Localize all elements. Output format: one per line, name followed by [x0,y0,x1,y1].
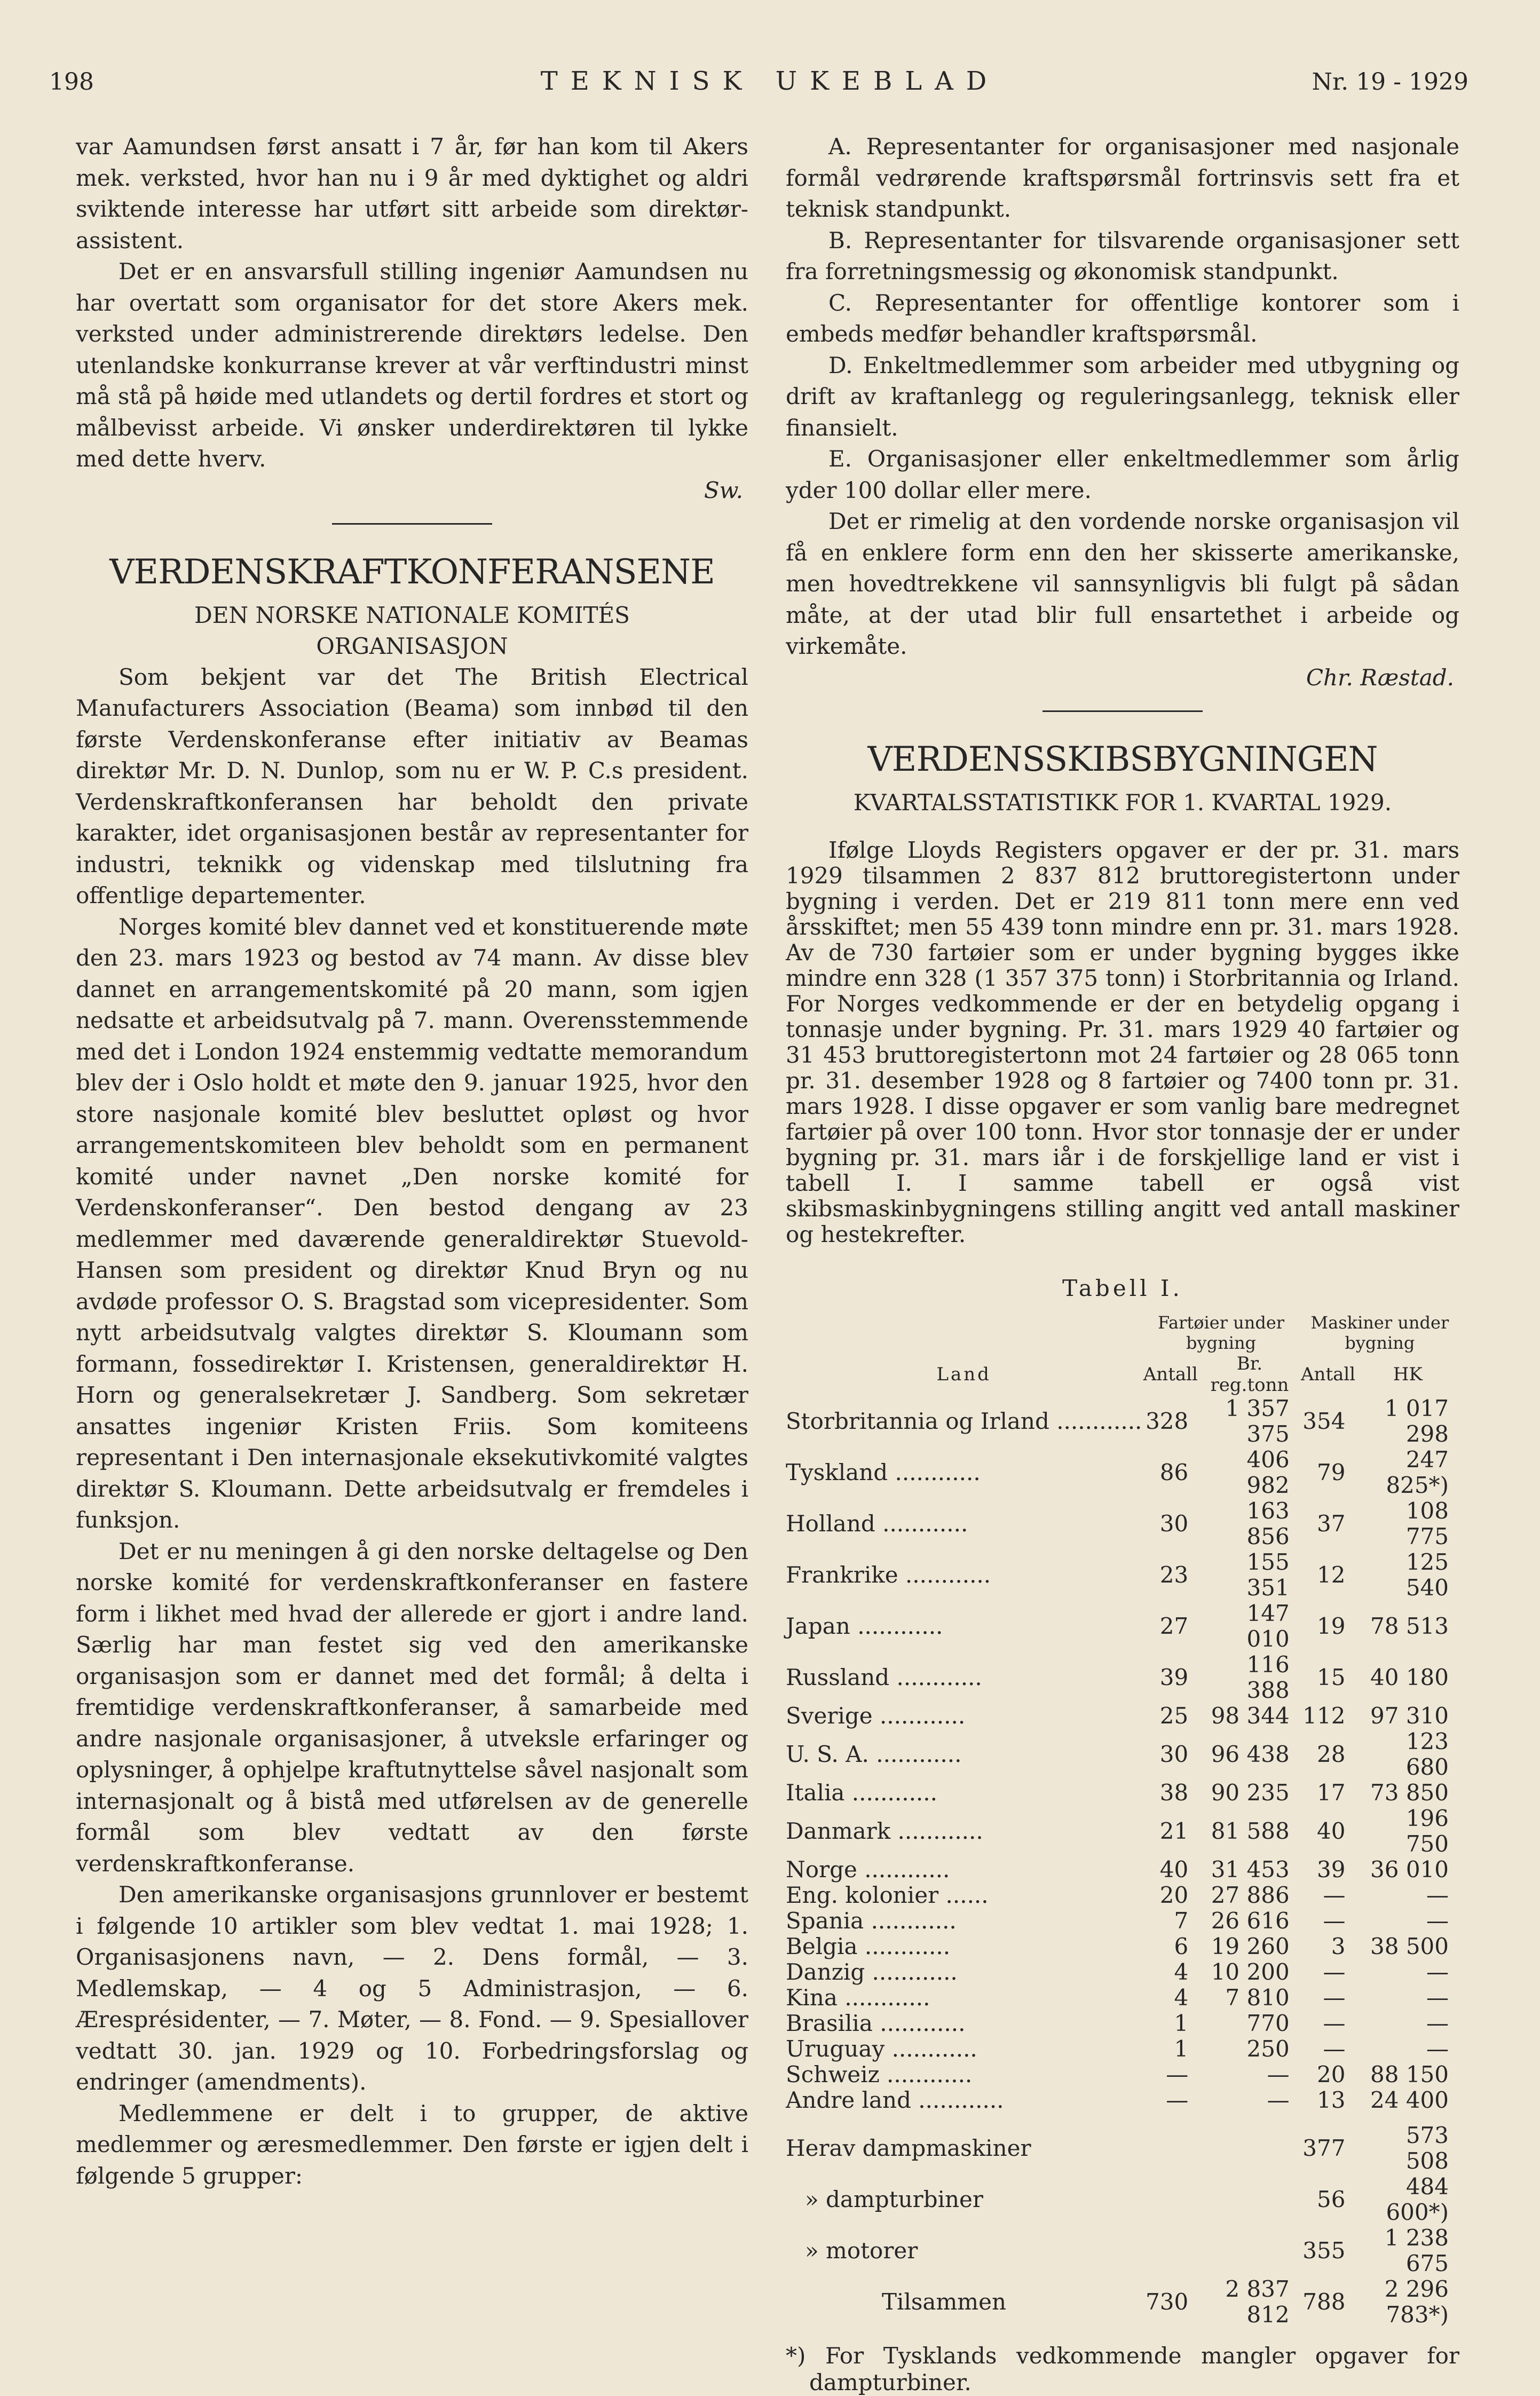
country-cell: Frankrike ............ [786,1562,991,1588]
table-row [786,1601,1459,1652]
group-d: D. Enkeltmedlemmer som arbeider med utbygning og drift av kraftanlegg og reguleringsanlegg, teknisk eller finansielt. [786,352,1459,441]
group-b: B. Representanter for tilsvarende organisasjoner sett fra forretningsmessig og økonomisk standpunkt. [786,227,1459,284]
article-title: VERDENSSKIBSBYGNINGEN [867,740,1378,779]
tonnage-cell: — [1267,2061,1290,2087]
vessel-count-cell: 23 [1159,1562,1189,1588]
page-number: 198 [49,68,94,96]
engine-count-cell: 39 [1317,1856,1346,1883]
table-row [786,1498,1459,1549]
divider [332,523,492,525]
header-antall: Antall [1301,1364,1356,1385]
footnote: *) For Tysklands vedkommende mangler opgaver for dampturbiner. [786,2343,1459,2395]
country-cell: Kina ............ [786,1984,930,2011]
engine-count-cell: 28 [1317,1741,1346,1767]
country-cell: Japan ............ [786,1613,943,1639]
table-row [786,1959,1459,1985]
country-cell: Holland ............ [786,1511,968,1537]
table-row [786,1447,1459,1498]
horsepower-cell: 24 400 [1370,2087,1449,2113]
paragraph: Som bekjent var det The British Electrical Manufacturers Association (Beama) som innbød til den første Verdenskonferanse efter initiativ av Beamas direktør Mr. D. N. Dunlop, som nu er W. P. C.s president. Verdenskraftkonferansen har beholdt den private karakter, idet organisasjonen består av representanter for industri, teknikk og videnskap med tilslutning fra offentlige departementer. [76,663,748,908]
horsepower-cell: 38 500 [1370,1933,1449,1959]
total-engines: 788 [1302,2289,1346,2315]
subtitle-line: ORGANISASJON [316,632,508,659]
table-row [786,2011,1459,2036]
header-vessels: Fartøier under bygning [1157,1312,1285,1353]
article-subtitle: KVARTALSSTATISTIKK FOR 1. KVARTAL 1929. [853,789,1392,816]
country-cell: Spania ............ [786,1908,957,1934]
engine-count-cell: 12 [1317,1562,1346,1588]
engine-count-cell: 19 [1317,1613,1346,1639]
engine-count-cell: — [1323,2010,1346,2036]
table-row [786,1729,1459,1780]
table-row [786,1549,1459,1601]
tonnage-cell: 7 810 [1225,1984,1290,2011]
table-row [786,2062,1459,2087]
table-row [786,1396,1459,1447]
horsepower-cell: 78 513 [1370,1613,1449,1639]
engine-count-cell: 355 [1302,2237,1346,2264]
header-engines: Maskiner under bygning [1310,1312,1449,1353]
table-row [786,1857,1459,1883]
vessel-count-cell: 21 [1159,1818,1189,1844]
vessel-count-cell: 4 [1174,1984,1189,2011]
vessel-count-cell: 30 [1159,1741,1189,1767]
tonnage-cell: 81 588 [1211,1818,1290,1844]
divider [1043,710,1203,712]
country-cell: Eng. kolonier ...... [786,1882,989,1908]
horsepower-cell: 40 180 [1370,1664,1449,1690]
horsepower-cell: 73 850 [1370,1780,1449,1806]
vessel-count-cell: — [1166,2061,1189,2087]
tonnage-cell: 163 856 [1246,1498,1290,1549]
vessel-count-cell: 20 [1159,1882,1189,1908]
group-e: E. Organisasjoner eller enkeltmedlemmer som årlig yder 100 dollar eller mere. [786,446,1459,503]
country-cell: Storbritannia og Irland ............ [786,1408,1142,1434]
vessel-count-cell: 25 [1159,1703,1189,1729]
paragraph: Den amerikanske organisasjons grunnlover er bestemt i følgende 10 artikler som blev vedtat 1. mai 1928; 1. Organisasjonens navn, — 2. Dens formål, — 3. Medlemskap, — 4 og 5 Administrasjon, — 6. Æresprésidenter, — 7. Møter, — 8. Fond. — 9. Spesiallover vedtatt 30. jan. 1929 og 10. Forbedringsforslag og endringer (amendments). [76,1881,748,2095]
tonnage-cell: 26 616 [1211,1908,1290,1934]
country-cell: Brasilia ............ [786,2010,966,2036]
empty-cell [1199,2113,1300,2174]
engine-count-cell: — [1323,2036,1346,2062]
empty-cell [1199,2225,1300,2276]
horsepower-cell: 97 310 [1370,1703,1449,1729]
table-caption: Tabell I. [1062,1275,1183,1301]
engine-count-cell: — [1323,1984,1346,2011]
vessel-count-cell: 328 [1146,1408,1189,1434]
horsepower-cell: 573 508 [1405,2122,1449,2174]
vessel-count-cell: 27 [1159,1613,1189,1639]
header-hk: HK [1393,1364,1423,1385]
table-row [786,2036,1459,2062]
total-antall: 730 [1146,2289,1189,2315]
article-title: VERDENSKRAFTKONFERANSENE [109,552,715,592]
left-column [76,131,748,2192]
subtitle-line: DEN NORSKE NATIONALE KOMITÉS [194,602,630,628]
header-spacer [786,1312,1142,1353]
country-cell: U. S. A. ............ [786,1741,962,1767]
engine-count-cell: 13 [1317,2087,1346,2113]
group-a: A. Representanter for organisasjoner med nasjonale formål vedrørende kraftspørsmål fortrinsvis sett fra et teknisk standpunkt. [786,133,1459,222]
vessel-count-cell: 39 [1159,1664,1189,1690]
table-row [786,1703,1459,1729]
empty-cell [1142,2174,1199,2225]
country-cell: Schweiz ............ [786,2061,973,2087]
paragraph: Medlemmene er delt i to grupper, de aktive medlemmer og æresmedlemmer. Den første er igjen delt i følgende 5 grupper: [76,2100,748,2189]
engine-count-cell: 377 [1302,2135,1346,2161]
country-cell: Sverige ............ [786,1703,966,1729]
horsepower-cell: 1 238 675 [1384,2225,1449,2276]
header-antall: Antall [1143,1364,1198,1385]
breakdown-label: » dampturbiner [805,2186,983,2212]
vessel-count-cell: 40 [1159,1856,1189,1883]
engine-count-cell: 56 [1317,2186,1346,2212]
article-subtitle [76,600,748,662]
country-cell: Belgia ............ [786,1933,951,1959]
paragraph: Det er nu meningen å gi den norske deltagelse og Den norske komité for verdenskraftkonferanser en fastere form i likhet med hvad der allerede er gjort i andre land. Særlig har man festet sig ved den amerikanske organisasjon som er dannet med det formål; å delta i fremtidige verdenskraftkonferanser, å samarbeide med andre nasjonale organisasjoner, å utveksle erfaringer og oplysninger, å ophjelpe kraftutnyttelse såvel nasjonalt som internasjonalt og å bistå med utførelsen av de generelle formål som blev vedtatt av den første verdenskraftkonferanse. [76,1538,748,1877]
empty-cell [1142,2225,1199,2276]
tonnage-cell: 31 453 [1211,1856,1290,1883]
country-cell: Danzig ............ [786,1959,958,1985]
paragraph: var Aamundsen først ansatt i 7 år, før han kom til Akers mek. verksted, hvor han nu i 9 år med dyktighet og aldri sviktende interesse har utført sitt arbeide som direktør-assistent. [76,133,748,254]
vessel-count-cell: 6 [1174,1933,1189,1959]
horsepower-cell: 196 750 [1405,1805,1449,1857]
table-row [786,2087,1459,2113]
table-row-breakdown [786,2113,1459,2174]
total-label: Tilsammen [882,2289,1007,2315]
vessel-count-cell: 1 [1174,2036,1189,2062]
table-body [786,1396,1459,2113]
engine-count-cell: 79 [1317,1459,1346,1485]
table-row [786,1908,1459,1934]
horsepower-cell: 1 017 298 [1384,1395,1449,1447]
horsepower-cell: — [1426,1908,1449,1934]
signature: Sw. [704,477,743,503]
engine-count-cell: 112 [1302,1703,1346,1729]
breakdown-label: » motorer [805,2237,918,2264]
engine-count-cell: 20 [1317,2061,1346,2087]
paragraph: Norges komité blev dannet ved et konstituerende møte den 23. mars 1923 og bestod av 74 mann. Av disse blev dannet en arrangementskomité på 20 mann, som igjen nedsatte et arbeidsutvalg på 7. mann. Overensstemmende med det i London 1924 enstemmig vedtatte memorandum blev der i Oslo holdt et møte den 9. januar 1925, hvor den store nasjonale komité blev besluttet opløst og hvor arrangementskomiteen blev beholdt som en permanent komité under navnet „Den norske komité for Verdenskonferanser“. Den bestod dengang av 23 medlemmer med daværende generaldirektør Stuevold-Hansen som president og direktør Knud Bryn og nu avdøde professor O. S. Bragstad som vicepresidenter. Som nytt arbeidsutvalg valgtes direktør S. Kloumann som formann, fossedirektør I. Kristensen, generaldirektør H. Horn og generalsekretær J. Sandberg. Som sekretær ansattes ingeniør Kristen Friis. Som komiteens representant i Den internasjonale eksekutivkomité valgtes direktør S. Kloumann. Dette arbeidsutvalg er fremdeles i funksjon. [76,913,748,1533]
vessel-count-cell: — [1166,2087,1189,2113]
tonnage-cell: 770 [1246,2010,1290,2036]
total-hk: 2 296 783*) [1384,2276,1449,2328]
table-row [786,1652,1459,1703]
tonnage-cell: 19 260 [1211,1933,1290,1959]
table-row [786,1806,1459,1857]
tonnage-cell: 1 357 375 [1225,1395,1290,1447]
engine-count-cell: 15 [1317,1664,1346,1690]
journal-title: TEKNISK UKEBLAD [540,66,1000,96]
country-cell: Andre land ............ [786,2087,1004,2113]
country-cell: Uruguay ............ [786,2036,977,2062]
tonnage-cell: 147 010 [1246,1600,1290,1652]
header-tonnage: Br. reg.tonn [1210,1353,1289,1396]
tonnage-cell: 406 982 [1246,1446,1290,1498]
country-cell: Norge ............ [786,1856,950,1883]
right-column [786,131,1459,2396]
country-cell: Italia ............ [786,1780,937,1806]
country-cell: Danmark ............ [786,1818,983,1844]
tonnage-cell: 98 344 [1211,1703,1290,1729]
vessel-count-cell: 86 [1159,1459,1189,1485]
statistics-table [786,1312,1459,2328]
tonnage-cell: 116 388 [1246,1651,1290,1703]
engine-count-cell: 40 [1317,1818,1346,1844]
vessel-count-cell: 4 [1174,1959,1189,1985]
horsepower-cell: 247 825*) [1386,1446,1449,1498]
vessel-count-cell: 7 [1174,1908,1189,1934]
engine-count-cell: 3 [1331,1933,1346,1959]
empty-cell [1199,2174,1300,2225]
tonnage-cell: 90 235 [1211,1780,1290,1806]
tonnage-cell: 155 351 [1246,1549,1290,1601]
paragraph: Det er en ansvarsfull stilling ingeniør Aamundsen nu har overtatt som organisator for det store Akers mek. verksted under administrerende direktørs ledelse. Den utenlandske konkurranse krever at vår verftindustri minst må stå på høide med utlandets og dertil fordres et stort og målbevisst arbeide. Vi ønsker underdirektøren til lykke med dette hverv. [76,258,748,472]
horsepower-cell: 36 010 [1370,1856,1449,1883]
table-row [786,1780,1459,1806]
horsepower-cell: 88 150 [1370,2061,1449,2087]
engine-count-cell: 37 [1317,1511,1346,1537]
vessel-count-cell: 38 [1159,1780,1189,1806]
engine-count-cell: — [1323,1908,1346,1934]
table-row [786,1934,1459,1959]
horsepower-cell: 108 775 [1405,1498,1449,1549]
tonnage-cell: 10 200 [1211,1959,1290,1985]
horsepower-cell: 484 600*) [1386,2173,1449,2225]
paragraph: Det er rimelig at den vordende norske organisasjon vil få en enklere form enn den her skisserte amerikanske, men hovedtrekkene vil sannsynligvis bli fulgt på sådan måte, at der utad blir full ensartethet i arbeide og virkemåte. [786,508,1459,659]
header-land: Land [936,1364,991,1385]
horsepower-cell: 123 680 [1405,1728,1449,1780]
table-breakdown [786,2113,1459,2276]
table-row-breakdown [786,2225,1459,2276]
engine-count-cell: 354 [1302,1408,1346,1434]
horsepower-cell: — [1426,2010,1449,2036]
tonnage-cell: 27 886 [1211,1882,1290,1908]
engine-count-cell: — [1323,1959,1346,1985]
signature: Chr. Ræstad. [1306,664,1454,691]
tonnage-cell: — [1267,2087,1290,2113]
country-cell: Russland ............ [786,1664,982,1690]
vessel-count-cell: 30 [1159,1511,1189,1537]
horsepower-cell: 125 540 [1405,1549,1449,1601]
group-c: C. Representanter for offentlige kontorer som i embeds medfør behandler kraftspørsmål. [786,289,1459,347]
table-row-total [786,2276,1459,2328]
engine-count-cell: — [1323,1882,1346,1908]
breakdown-label: Herav dampmaskiner [786,2135,1031,2161]
table-row-breakdown [786,2174,1459,2225]
issue-number: Nr. 19 - 1929 [1312,68,1468,96]
empty-cell [1142,2113,1199,2174]
horsepower-cell: — [1426,1882,1449,1908]
country-cell: Tyskland ............ [786,1459,981,1485]
engine-count-cell: 17 [1317,1780,1346,1806]
table-row [786,1985,1459,2011]
paragraph: Ifølge Lloyds Registers opgaver er der pr. 31. mars 1929 tilsammen 2 837 812 bruttoregistertonn under bygning i verden. Det er 219 811 tonn mere enn ved årsskiftet; men 55 439 tonn mindre enn pr. 31. mars 1928. Av de 730 fartøier som er under bygning bygges ikke mindre enn 328 (1 357 375 tonn) i Storbritannia og Irland. For Norges vedkommende er der en betydelig opgang i tonnasje under bygning. Pr. 31. mars 1929 40 fartøier og 31 453 bruttoregistertonn mot 24 fartøier og 28 065 tonn pr. 31. desember 1928 og 8 fartøier og 7400 tonn pr. 31. mars 1928. I disse opgaver er som vanlig bare medregnet fartøier på over 100 tonn. Hvor stor tonnasje der er under bygning pr. 31. mars iår i de forskjellige land er vist i tabell I. I samme tabell er også vist skibsmaskinbygningens stilling angitt ved antall maskiner og hestekrefter. [786,836,1459,1247]
horsepower-cell: — [1426,1984,1449,2011]
horsepower-cell: — [1426,1959,1449,1985]
table-row [786,1883,1459,1908]
tonnage-cell: 96 438 [1211,1741,1290,1767]
horsepower-cell: — [1426,2036,1449,2062]
total-tonnage: 2 837 812 [1225,2276,1290,2328]
tonnage-cell: 250 [1246,2036,1290,2062]
vessel-count-cell: 1 [1174,2010,1189,2036]
